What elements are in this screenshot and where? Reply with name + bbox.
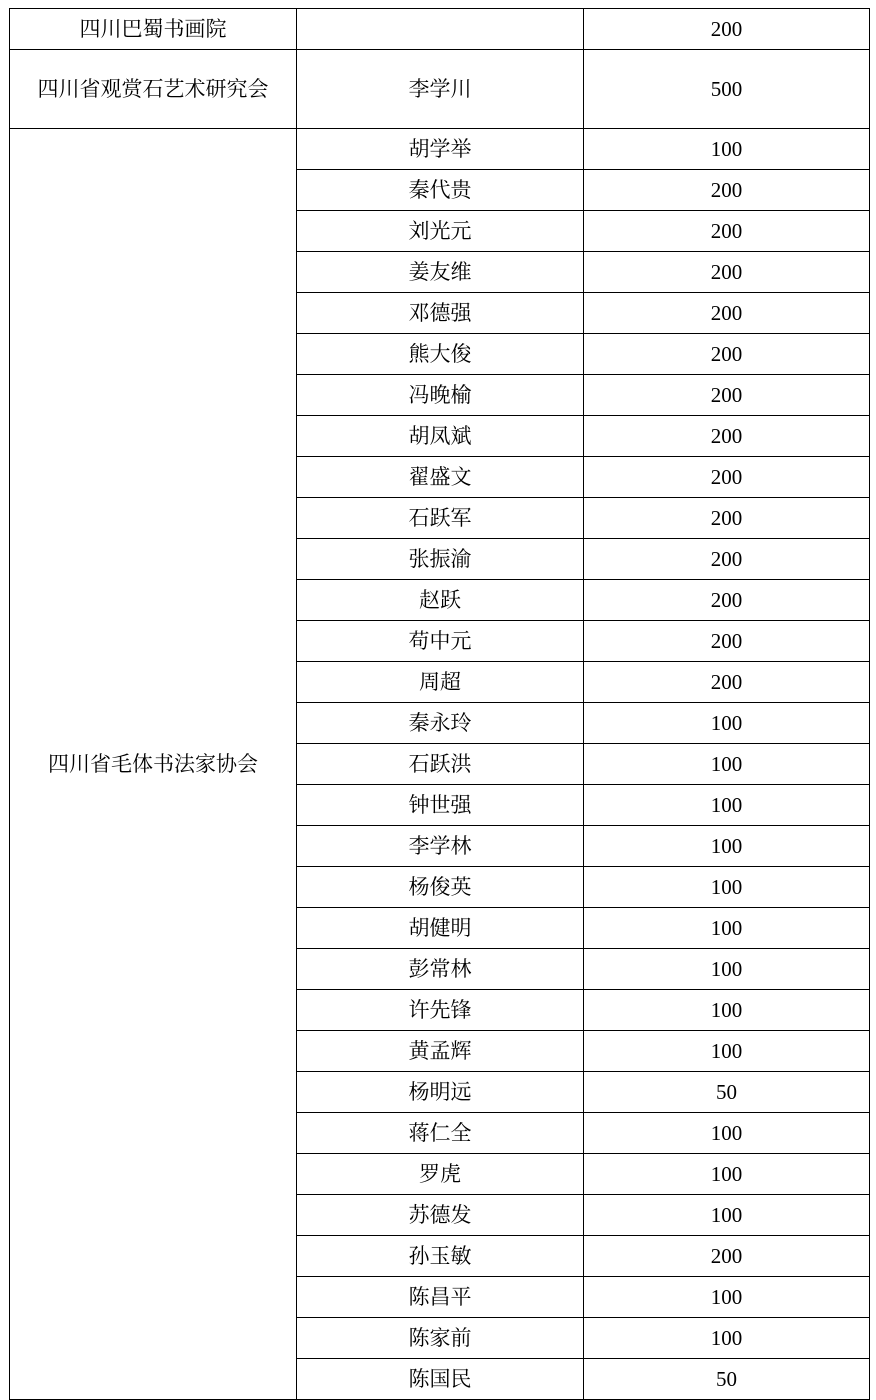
name-cell: 冯晚榆 — [297, 375, 584, 416]
amount-cell: 200 — [584, 621, 870, 662]
table-row — [10, 129, 870, 170]
amount-cell: 100 — [584, 1277, 870, 1318]
name-cell: 杨俊英 — [297, 867, 584, 908]
org-cell: 四川省观赏石艺术研究会 — [10, 50, 297, 129]
name-cell: 苟中元 — [297, 621, 584, 662]
amount-cell: 100 — [584, 785, 870, 826]
name-cell: 胡凤斌 — [297, 416, 584, 457]
donation-table — [9, 8, 870, 1400]
name-cell: 石跃洪 — [297, 744, 584, 785]
amount-cell: 100 — [584, 990, 870, 1031]
name-cell: 钟世强 — [297, 785, 584, 826]
amount-cell: 100 — [584, 908, 870, 949]
name-cell: 翟盛文 — [297, 457, 584, 498]
amount-cell: 200 — [584, 9, 870, 50]
amount-cell: 200 — [584, 170, 870, 211]
name-cell: 秦永玲 — [297, 703, 584, 744]
amount-cell: 200 — [584, 293, 870, 334]
name-cell: 许先锋 — [297, 990, 584, 1031]
name-cell: 胡健明 — [297, 908, 584, 949]
name-cell: 刘光元 — [297, 211, 584, 252]
name-cell: 陈昌平 — [297, 1277, 584, 1318]
amount-cell: 200 — [584, 1236, 870, 1277]
amount-cell: 100 — [584, 703, 870, 744]
amount-cell: 100 — [584, 1318, 870, 1359]
amount-cell: 100 — [584, 867, 870, 908]
amount-cell: 200 — [584, 416, 870, 457]
table-body — [10, 9, 870, 1400]
amount-cell: 200 — [584, 211, 870, 252]
amount-cell: 100 — [584, 744, 870, 785]
amount-cell: 200 — [584, 539, 870, 580]
table-row — [10, 50, 870, 129]
org-cell: 四川省毛体书法家协会 — [10, 129, 297, 1400]
amount-cell: 100 — [584, 1195, 870, 1236]
amount-cell: 100 — [584, 1031, 870, 1072]
name-cell — [297, 9, 584, 50]
name-cell: 胡学举 — [297, 129, 584, 170]
amount-cell: 100 — [584, 1113, 870, 1154]
table-row — [10, 9, 870, 50]
amount-cell: 200 — [584, 375, 870, 416]
name-cell: 陈国民 — [297, 1359, 584, 1400]
name-cell: 邓德强 — [297, 293, 584, 334]
amount-cell: 100 — [584, 949, 870, 990]
amount-cell: 200 — [584, 252, 870, 293]
name-cell: 熊大俊 — [297, 334, 584, 375]
name-cell: 黄孟辉 — [297, 1031, 584, 1072]
name-cell: 苏德发 — [297, 1195, 584, 1236]
org-cell: 四川巴蜀书画院 — [10, 9, 297, 50]
amount-cell: 200 — [584, 498, 870, 539]
amount-cell: 200 — [584, 334, 870, 375]
name-cell: 孙玉敏 — [297, 1236, 584, 1277]
name-cell: 彭常林 — [297, 949, 584, 990]
amount-cell: 100 — [584, 1154, 870, 1195]
name-cell: 秦代贵 — [297, 170, 584, 211]
name-cell: 杨明远 — [297, 1072, 584, 1113]
amount-cell: 50 — [584, 1072, 870, 1113]
name-cell: 赵跃 — [297, 580, 584, 621]
name-cell: 张振渝 — [297, 539, 584, 580]
name-cell: 石跃军 — [297, 498, 584, 539]
name-cell: 陈家前 — [297, 1318, 584, 1359]
name-cell: 姜友维 — [297, 252, 584, 293]
amount-cell: 200 — [584, 580, 870, 621]
name-cell: 李学川 — [297, 50, 584, 129]
amount-cell: 200 — [584, 662, 870, 703]
amount-cell: 100 — [584, 129, 870, 170]
name-cell: 李学林 — [297, 826, 584, 867]
name-cell: 罗虎 — [297, 1154, 584, 1195]
amount-cell: 200 — [584, 457, 870, 498]
amount-cell: 500 — [584, 50, 870, 129]
amount-cell: 50 — [584, 1359, 870, 1400]
amount-cell: 100 — [584, 826, 870, 867]
name-cell: 蒋仁全 — [297, 1113, 584, 1154]
name-cell: 周超 — [297, 662, 584, 703]
